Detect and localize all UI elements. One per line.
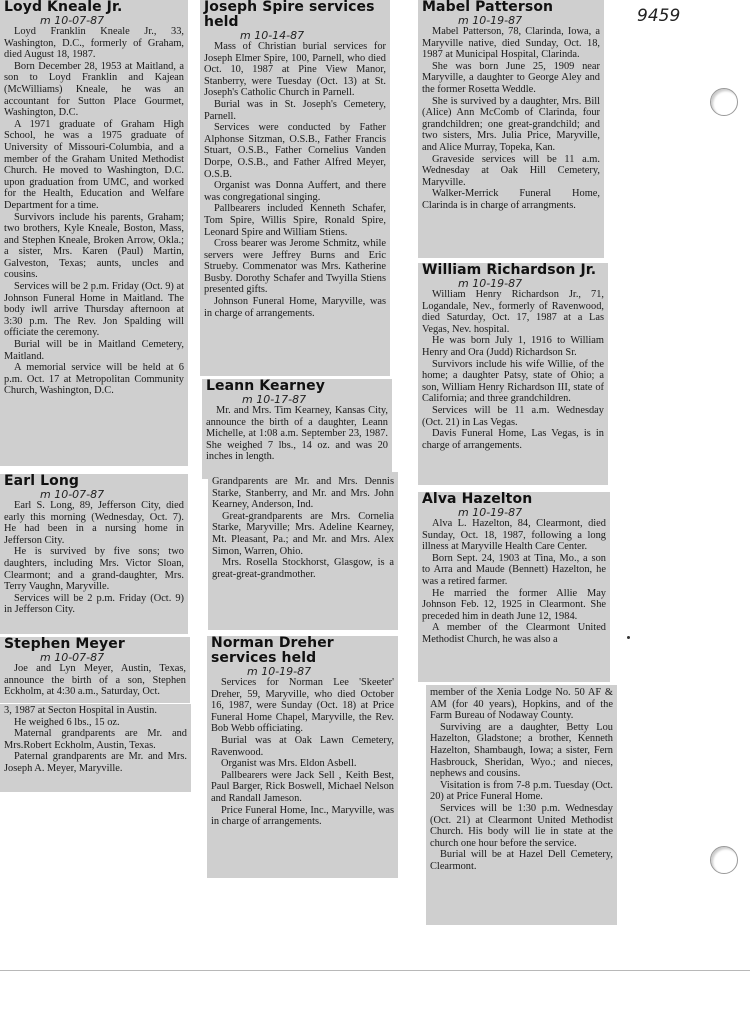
clipping-earl-long — [0, 474, 188, 634]
clipping-paragraph: She is survived by a daughter, Mrs. Bill (Alice) Ann McComb of Clarinda, four grandchildren; one great-grandchild; and two sisters, Mrs. Julia Price, Maryville, and Alice Murray, Topeka, Kan. — [422, 95, 600, 153]
clipping-norman-dreher — [207, 636, 398, 878]
clipping-paragraph: Organist was Mrs. Eldon Asbell. — [221, 758, 357, 770]
clipping-paragraph: Great-grandparents are Mrs. Cornelia Starke, Maryville; Mrs. Adeline Kearney, Mt. Pleasant, Pa.; and Mr. and Mrs. Alex Simon, Warren, Ohio. — [212, 510, 394, 557]
clipping-paragraph: Born December 28, 1953 at Maitland, a son to Loyd Franklin and Kajean (McWilliams) Kneale, he was an accountant for Sutton Place Gourmet, Washington, D.C. — [4, 60, 184, 119]
clipping-paragraph: William Henry Richardson Jr., 71, Logandale, Nev., formerly of Ravenwood, died Saturday, Oct. 17, 1987 at a Las Vegas, Nev. hospital. — [422, 289, 604, 335]
clipping-paragraph: Services were conducted by Father Alphonse Sitzman, O.S.B., Father Francis Stuart, O.S.B., Father Cornelius Vanden Dorpe, O.S.B., and Father Alfred Meyer, O.S.B. — [204, 122, 386, 180]
clipping-paragraph: Graveside services will be 11 a.m. Wednesday at Oak Hill Cemetery, Maryville. — [422, 153, 600, 188]
ink-spot — [627, 636, 630, 639]
handwritten-date-note: m 10-17-87 — [242, 393, 307, 406]
clipping-paragraph: Surviving are a daughter, Betty Lou Hazelton, Gladstone; a brother, Kenneth Hazelton, Shambaugh, Iowa; a sister, Fern Hasbrouck, Sheridan, Wyo.; and nieces, nephews and cousins. — [430, 721, 613, 780]
clipping-paragraph: He married the former Allie May Johnson Feb. 12, 1925 in Clearmont. She preceded him in death June 12, 1984. — [422, 587, 606, 622]
clipping-paragraph: Services will be 1:30 p.m. Wednesday (Oct. 21) at Clearmont United Methodist Church. His body will lie in state at the church one hour before the service. — [430, 802, 613, 849]
clipping-paragraph: Davis Funeral Home, Las Vegas, is in charge of arrangements. — [422, 428, 604, 451]
handwritten-date-note: m 10-07-87 — [40, 14, 105, 27]
handwritten-date-note: m 10-19-87 — [458, 14, 523, 27]
clipping-paragraph: Cross bearer was Jerome Schmitz, while servers were Jeffrey Burns and Eric Strueby. Commenator was Mrs. Katherine Busby. Dorothy Schafer and Twyilla Stiens presented gifts. — [204, 238, 386, 296]
clipping-paragraph: 3, 1987 at Secton Hospital in Austin. — [4, 705, 157, 716]
page-number: 9459 — [637, 6, 681, 26]
clipping-headline: Alva Hazelton — [422, 492, 533, 507]
clipping-headline: Joseph Spire services held — [204, 0, 375, 30]
clipping-paragraph: Visitation is from 7-8 p.m. Tuesday (Oct. 20) at Price Funeral Home. — [430, 779, 613, 803]
clipping-headline: Stephen Meyer — [4, 637, 125, 652]
clipping-headline: Earl Long — [4, 474, 80, 489]
handwritten-date-note: m 10-19-87 — [458, 277, 523, 290]
clipping-paragraph: Johnson Funeral Home, Maryville, was in charge of arrangements. — [204, 296, 386, 319]
clipping-headline: Leann Kearney — [206, 379, 326, 394]
handwritten-date-note: m 10-19-87 — [247, 665, 312, 678]
clipping-paragraph: Burial will be in Maitland Cemetery, Maitland. — [4, 339, 184, 362]
clipping-headline: Norman Dreher services held — [211, 636, 334, 666]
clipping-paragraph: Burial was at Oak Lawn Cemetery, Ravenwood. — [211, 734, 394, 758]
clipping-paragraph: Mabel Patterson, 78, Clarinda, Iowa, a Maryville native, died Sunday, Oct. 18, 1987 at Municipal Hospital, Clarinda. — [422, 26, 600, 61]
clipping-leann-kearney-top — [202, 379, 392, 479]
clipping-paragraph: He is survived by five sons; two daughters, including Mrs. Victor Sloan, Clearmont; and a grand-daughter, Mrs. Terry Vaughn, Maryville. — [4, 546, 184, 593]
handwritten-date-note: m 10-07-87 — [40, 651, 105, 664]
handwritten-date-note: m 10-19-87 — [458, 506, 523, 519]
clipping-paragraph: Maternal grandparents are Mr. and Mrs.Robert Eckholm, Austin, Texas. — [4, 728, 187, 751]
clipping-paragraph: Survivors include his parents, Graham; two brothers, Kyle Kneale, Boston, Mass, and Stephen Kneale, Broken Arrow, Okla.; a sister, Mrs. Karen (Paul) Martin, Galveston, Texas; aunts, uncles and cousins. — [4, 211, 184, 281]
clipping-paragraph: He was born July 1, 1916 to William Henry and Ora (Judd) Richardson Sr. — [422, 335, 604, 358]
clipping-headline: William Richardson Jr. — [422, 263, 597, 278]
handwritten-date-note: m 10-14-87 — [240, 29, 305, 42]
binder-hole-bottom — [710, 846, 738, 874]
clipping-paragraph: Burial will be at Hazel Dell Cemetery, Clearmont. — [430, 849, 613, 872]
clipping-paragraph: Earl S. Long, 89, Jefferson City, died early this morning (Wednesday, Oct. 7). He had been in a nursing home in Jefferson City. — [4, 500, 184, 546]
clipping-paragraph: A 1971 graduate of Graham High School, he was a 1975 graduate of University of Missouri-Columbia, and a member of the Graham United Methodist Church. He moved to Washington, D.C. upon graduation from UMC, and worked for the Health, Education and Welfare Department for a time. — [4, 118, 184, 211]
clipping-paragraph: member of the Xenia Lodge No. 50 AF & AM (for 40 years), Hopkins, and of the Farm Bureau of Nodaway County. — [430, 687, 613, 722]
clipping-paragraph: Joe and Lyn Meyer, Austin, Texas, announce the birth of a son, Stephen Eckholm, at 4:30 a.m., Saturday, Oct. — [4, 663, 186, 698]
handwritten-date-note: m 10-07-87 — [40, 488, 105, 501]
clipping-paragraph: A memorial service will be held at 6 p.m. Oct. 17 at Metropolitan Community Church, Washington, D.C. — [4, 362, 184, 397]
clipping-paragraph: Born Sept. 24, 1903 at Tina, Mo., a son to Arra and Maude (Bennett) Hazelton, he was a retired farmer. — [422, 552, 606, 587]
clipping-headline: Mabel Patterson — [422, 0, 554, 15]
clipping-paragraph: Burial was in St. Joseph's Cemetery, Parnell. — [204, 98, 386, 122]
clipping-paragraph: Alva L. Hazelton, 84, Clearmont, died Sunday, Oct. 18, 1987, following a long illness at Maryville Health Care Center. — [422, 518, 606, 553]
clipping-william-richardson — [418, 263, 608, 485]
clipping-mabel-patterson — [418, 0, 604, 258]
clipping-alva-hazelton-top — [418, 492, 610, 682]
clipping-stephen-meyer-bottom — [0, 704, 191, 792]
clipping-stephen-meyer-top — [0, 637, 190, 703]
clipping-paragraph: Mass of Christian burial services for Joseph Elmer Spire, 100, Parnell, who died Oct. 10, 1987 at Pine View Manor, Stanberry, were Tuesday (Oct. 13) at St. Joseph's Catholic Church in Parnell. — [204, 41, 386, 99]
clipping-paragraph: Mrs. Rosella Stockhorst, Glasgow, is a great-great-grandmother. — [212, 557, 394, 580]
clipping-paragraph: Paternal grandparents are Mr. and Mrs. Joseph A. Meyer, Maryville. — [4, 751, 187, 774]
clipping-paragraph: Organist was Donna Auffert, and there was congregational singing. — [204, 180, 386, 203]
clipping-paragraph: Services will be 11 a.m. Wednesday (Oct. 21) in Las Vegas. — [422, 404, 604, 428]
clipping-joseph-spire — [200, 0, 390, 376]
clipping-paragraph: Pallbearers were Jack Sell , Keith Best, Paul Barger, Rick Boswell, Michael Nelson and Randall Jameson. — [211, 769, 394, 804]
clipping-paragraph: A member of the Clearmont United Methodist Church, he was also a — [422, 622, 606, 645]
clipping-paragraph: Services for Norman Lee 'Skeeter' Dreher, 59, Maryville, who died October 16, 1987, were Sunday (Oct. 18) at Price Funeral Home Chapel, Maryville, the Rev. Bob Webb officiating. — [211, 677, 394, 735]
clipping-loyd-kneale — [0, 0, 188, 466]
clipping-paragraph: Pallbearers included Kenneth Schafer, Tom Spire, Willis Spire, Ronald Spire, Leonard Spire and William Stiens. — [204, 203, 386, 238]
clipping-paragraph: Price Funeral Home, Inc., Maryville, was in charge of arrangements. — [211, 804, 394, 828]
clipping-paragraph: Survivors include his wife Willie, of the home; a daughter Patsy, state of Ohio; a son, William Henry Richardson III, state of California; and three grandchildren. — [422, 358, 604, 405]
page-fold-line — [0, 970, 750, 971]
clipping-paragraph: Grandparents are Mr. and Mrs. Dennis Starke, Stanberry, and Mr. and Mrs. John Kearney, Anderson, Ind. — [212, 476, 394, 511]
clipping-paragraph: Services will be 2 p.m. Friday (Oct. 9) at Johnson Funeral Home in Maitland. The body iwll arrive Thursday afternoon at 3:30 p.m. The Rev. Jon Spalding will officiate the ceremony. — [4, 281, 184, 339]
binder-hole-top — [710, 88, 738, 116]
clipping-leann-kearney-bottom — [208, 472, 398, 630]
clipping-headline: Loyd Kneale Jr. — [4, 0, 123, 15]
clipping-paragraph: Loyd Franklin Kneale Jr., 33, Washington, D.C., formerly of Graham, died August 18, 1987. — [4, 26, 184, 61]
clipping-paragraph: Walker-Merrick Funeral Home, Clarinda is in charge of arrangments. — [422, 188, 600, 211]
clipping-alva-hazelton-bottom — [426, 685, 617, 925]
clipping-paragraph: Mr. and Mrs. Tim Kearney, Kansas City, announce the birth of a daughter, Leann Michelle, at 1:08 a.m. September 23, 1987. She weighed 7 lbs., 14 oz. and was 20 inches in length. — [206, 405, 388, 463]
clipping-paragraph: He weighed 6 lbs., 15 oz. — [14, 716, 120, 728]
clipping-paragraph: Services will be 2 p.m. Friday (Oct. 9) in Jefferson City. — [4, 592, 184, 616]
clipping-paragraph: She was born June 25, 1909 near Maryville, a daughter to George Aley and the former Rosetta Weddle. — [422, 60, 600, 95]
